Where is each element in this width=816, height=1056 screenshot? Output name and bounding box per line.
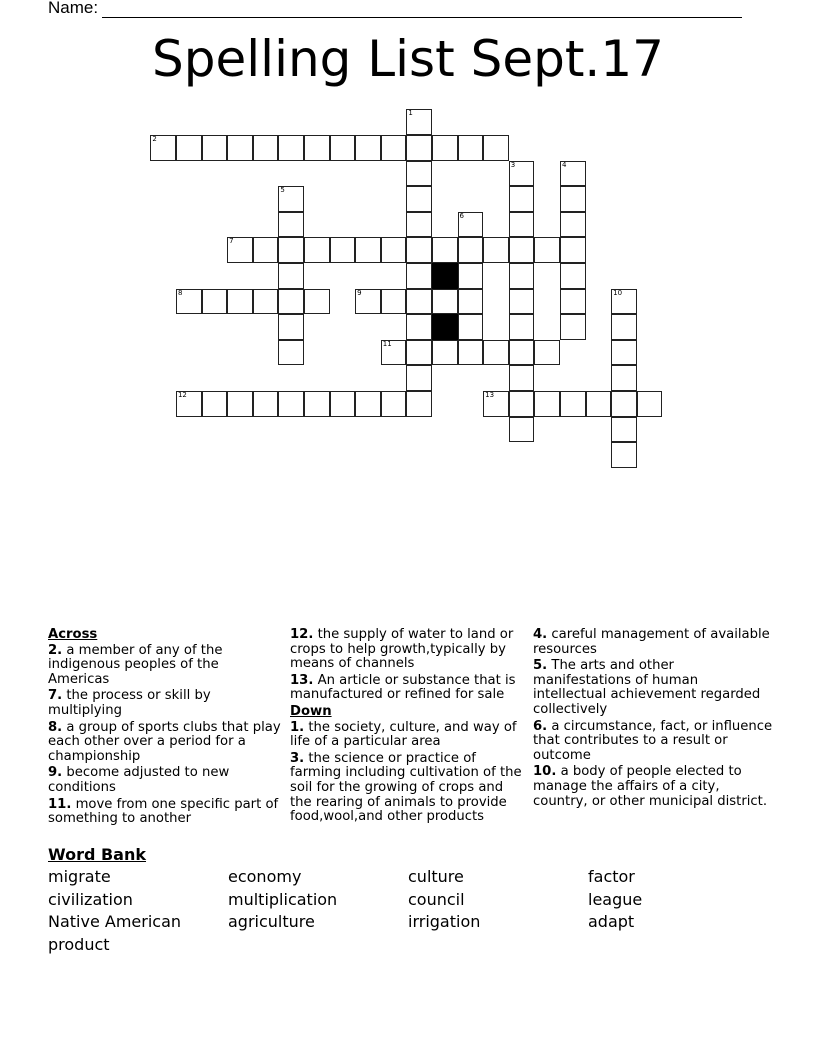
clue-number: 8. — [48, 719, 63, 735]
clue-text: a circumstance, fact, or influence that contributes to a result or outcome — [533, 718, 773, 763]
clue-down-1 — [290, 721, 528, 750]
clue-number: 1. — [290, 719, 305, 735]
word-bank — [48, 845, 768, 956]
grid-cell[interactable] — [560, 212, 586, 238]
cell-number: 7 — [229, 237, 234, 246]
grid-cell[interactable] — [176, 391, 202, 417]
grid-cell[interactable] — [381, 237, 407, 263]
grid-cell[interactable] — [278, 237, 304, 263]
grid-cell[interactable] — [278, 289, 304, 315]
grid-cell[interactable] — [406, 340, 432, 366]
clue-text: a member of any of the indigenous peoples of the Americas — [48, 642, 223, 687]
grid-cell[interactable] — [202, 391, 228, 417]
clue-across-8 — [48, 721, 283, 765]
grid-cell[interactable] — [432, 237, 458, 263]
clue-text: the supply of water to land or crops to help growth,typically by means of channels — [290, 627, 514, 672]
grid-cell[interactable] — [406, 263, 432, 289]
grid-cell[interactable] — [560, 314, 586, 340]
clue-across-7 — [48, 689, 283, 718]
grid-cell[interactable] — [509, 161, 535, 187]
clue-text: a body of people elected to manage the affairs of a city, country, or other municipal district. — [533, 764, 768, 809]
grid-cell[interactable] — [330, 135, 356, 161]
grid-cell[interactable] — [381, 135, 407, 161]
grid-cell[interactable] — [560, 391, 586, 417]
grid-cell[interactable] — [330, 391, 356, 417]
grid-cell[interactable] — [227, 289, 253, 315]
grid-cell[interactable] — [637, 391, 663, 417]
grid-cell[interactable] — [509, 212, 535, 238]
cell-number: 8 — [177, 288, 183, 297]
grid-cell[interactable] — [278, 186, 304, 212]
grid-cell[interactable] — [509, 391, 535, 417]
clue-down-4 — [533, 628, 773, 657]
clue-number: 5. — [533, 658, 548, 674]
name-field[interactable] — [48, 0, 742, 18]
grid-cell[interactable] — [560, 237, 586, 263]
word-bank-item: league — [588, 889, 643, 909]
grid-cell[interactable] — [278, 314, 304, 340]
clues-column-2 — [290, 628, 528, 827]
grid-cell[interactable] — [509, 289, 535, 315]
grid-cell[interactable] — [330, 237, 356, 263]
grid-cell[interactable] — [611, 365, 637, 391]
word-bank-item: culture — [408, 867, 464, 886]
clue-text: the process or skill by multiplying — [48, 688, 211, 718]
grid-cell[interactable] — [176, 135, 202, 161]
grid-cell[interactable] — [611, 417, 637, 443]
grid-cell[interactable] — [509, 186, 535, 212]
cell-number: 11 — [382, 339, 392, 348]
clue-down-5 — [533, 659, 773, 717]
word-bank-item: civilization — [48, 889, 133, 909]
grid-cell[interactable] — [432, 135, 458, 161]
grid-cell[interactable] — [381, 289, 407, 315]
grid-cell[interactable] — [304, 237, 330, 263]
grid-cell[interactable] — [355, 237, 381, 263]
grid-cell[interactable] — [406, 237, 432, 263]
grid-cell[interactable] — [458, 340, 484, 366]
page-title: Spelling List Sept.17 — [152, 30, 664, 88]
clue-text: the society, culture, and way of life of a particular area — [290, 719, 517, 750]
grid-cell[interactable] — [381, 391, 407, 417]
word-bank-item: adapt — [588, 912, 635, 932]
grid-cell[interactable] — [534, 340, 560, 366]
clue-across-13 — [290, 674, 528, 703]
word-bank-item: factor — [588, 867, 635, 886]
clue-text: become adjusted to new conditions — [48, 765, 230, 795]
grid-cell[interactable] — [304, 289, 330, 315]
cell-number: 10 — [613, 288, 623, 297]
grid-cell[interactable] — [432, 340, 458, 366]
clue-number: 6. — [533, 718, 548, 734]
across-heading: Across — [48, 627, 98, 642]
grid-cell[interactable] — [509, 237, 535, 263]
grid-cell[interactable] — [406, 161, 432, 187]
grid-cell[interactable] — [560, 161, 586, 187]
grid-cell[interactable] — [509, 314, 535, 340]
grid-cell[interactable] — [202, 289, 228, 315]
grid-cell[interactable] — [509, 365, 535, 391]
grid-cell[interactable] — [355, 289, 381, 315]
clue-text: move from one specific part of something to another — [48, 796, 279, 827]
name-blank-line[interactable] — [102, 1, 742, 18]
grid-cell[interactable] — [406, 109, 432, 135]
cell-number: 13 — [485, 390, 495, 399]
grid-cell[interactable] — [278, 340, 304, 366]
grid-cell[interactable] — [458, 263, 484, 289]
grid-cell[interactable] — [253, 237, 279, 263]
grid-cell[interactable] — [304, 391, 330, 417]
grid-cell[interactable] — [611, 391, 637, 417]
grid-cell[interactable] — [586, 391, 612, 417]
clue-across-11 — [48, 798, 283, 827]
grid-cell[interactable] — [458, 135, 484, 161]
grid-cell[interactable] — [150, 135, 176, 161]
clue-across-2 — [48, 644, 283, 688]
cell-number: 9 — [357, 288, 362, 297]
grid-cell[interactable] — [176, 289, 202, 315]
clue-across-12 — [290, 628, 528, 672]
cell-number: 5 — [280, 186, 285, 195]
clue-text: The arts and other manifestations of human intellectual achievement regarded collectively — [533, 658, 761, 717]
cell-number: 3 — [510, 160, 516, 169]
grid-cell[interactable] — [253, 289, 279, 315]
clues-column-1 — [48, 628, 283, 829]
clue-number: 9. — [48, 765, 63, 781]
grid-cell[interactable] — [278, 263, 304, 289]
word-bank-list — [48, 866, 768, 956]
clue-text: An article or substance that is manufactured or refined for sale — [290, 672, 516, 703]
grid-cell[interactable] — [381, 340, 407, 366]
clue-text: a group of sports clubs that play each other over a period for a championship — [48, 719, 281, 764]
cell-number: 4 — [561, 160, 567, 169]
grid-cell[interactable] — [560, 186, 586, 212]
clue-down-6 — [533, 720, 773, 764]
grid-cell[interactable] — [483, 391, 509, 417]
grid-cell[interactable] — [406, 212, 432, 238]
word-bank-item: multiplication — [228, 889, 338, 909]
grid-cell[interactable] — [509, 340, 535, 366]
grid-cell[interactable] — [458, 289, 484, 315]
grid-cell[interactable] — [458, 314, 484, 340]
grid-cell[interactable] — [355, 135, 381, 161]
grid-cell[interactable] — [406, 186, 432, 212]
grid-cell[interactable] — [483, 237, 509, 263]
grid-cell[interactable] — [483, 135, 509, 161]
clue-number: 2. — [48, 642, 63, 658]
word-bank-title: Word Bank — [48, 845, 147, 864]
grid-cell[interactable] — [406, 135, 432, 161]
grid-cell[interactable] — [611, 289, 637, 315]
grid-cell[interactable] — [406, 314, 432, 340]
grid-cell[interactable] — [278, 212, 304, 238]
grid-cell[interactable] — [253, 135, 279, 161]
grid-cell[interactable] — [278, 135, 304, 161]
grid-cell[interactable] — [406, 391, 432, 417]
grid-cell[interactable] — [278, 391, 304, 417]
grid-cell[interactable] — [458, 237, 484, 263]
grid-cell[interactable] — [253, 391, 279, 417]
clue-down-3 — [290, 752, 528, 825]
grid-cell[interactable] — [227, 135, 253, 161]
grid-cell[interactable] — [509, 417, 535, 443]
clue-text: careful management of available resources — [533, 627, 770, 657]
grid-cell[interactable] — [458, 212, 484, 238]
clue-text: the science or practice of farming including cultivation of the soil for the growing of crops and the rearing of animals to provide food,wool,and other products — [290, 750, 522, 825]
word-bank-item: Native American — [48, 912, 182, 932]
grid-cell[interactable] — [509, 263, 535, 289]
grid-cell[interactable] — [432, 289, 458, 315]
grid-cell[interactable] — [483, 340, 509, 366]
clues-column-3 — [533, 628, 773, 811]
clue-number: 7. — [48, 688, 63, 704]
clue-number: 13. — [290, 672, 314, 688]
grid-cell[interactable] — [355, 391, 381, 417]
grid-cell[interactable] — [611, 442, 637, 468]
clue-number: 3. — [290, 750, 305, 766]
clue-number: 11. — [48, 796, 72, 812]
grid-cell[interactable] — [406, 365, 432, 391]
word-bank-item: irrigation — [408, 912, 481, 932]
grid-cell[interactable] — [611, 340, 637, 366]
grid-cell[interactable] — [560, 289, 586, 315]
clue-number: 10. — [533, 764, 557, 780]
cell-number: 1 — [408, 109, 413, 118]
grid-cell[interactable] — [534, 237, 560, 263]
word-bank-item: product — [48, 934, 110, 954]
word-bank-item: migrate — [48, 867, 111, 886]
word-bank-item: council — [408, 889, 465, 909]
cell-number: 6 — [459, 211, 465, 220]
clue-number: 12. — [290, 627, 314, 642]
grid-cell[interactable] — [304, 135, 330, 161]
clue-down-10 — [533, 765, 773, 809]
clue-number: 4. — [533, 627, 548, 642]
cell-number: 12 — [177, 390, 187, 399]
grid-cell[interactable] — [560, 263, 586, 289]
grid-cell[interactable] — [227, 391, 253, 417]
down-heading: Down — [290, 703, 332, 719]
name-label: Name: — [48, 0, 99, 17]
word-bank-item: economy — [228, 867, 302, 886]
grid-cell[interactable] — [202, 135, 228, 161]
black-cell — [432, 263, 458, 289]
grid-cell[interactable] — [227, 237, 253, 263]
cell-number: 2 — [152, 134, 157, 143]
clue-across-9 — [48, 766, 283, 795]
word-bank-item: agriculture — [228, 912, 315, 932]
grid-cell[interactable] — [534, 391, 560, 417]
grid-cell[interactable] — [406, 289, 432, 315]
black-cell — [432, 314, 458, 340]
grid-cell[interactable] — [611, 314, 637, 340]
